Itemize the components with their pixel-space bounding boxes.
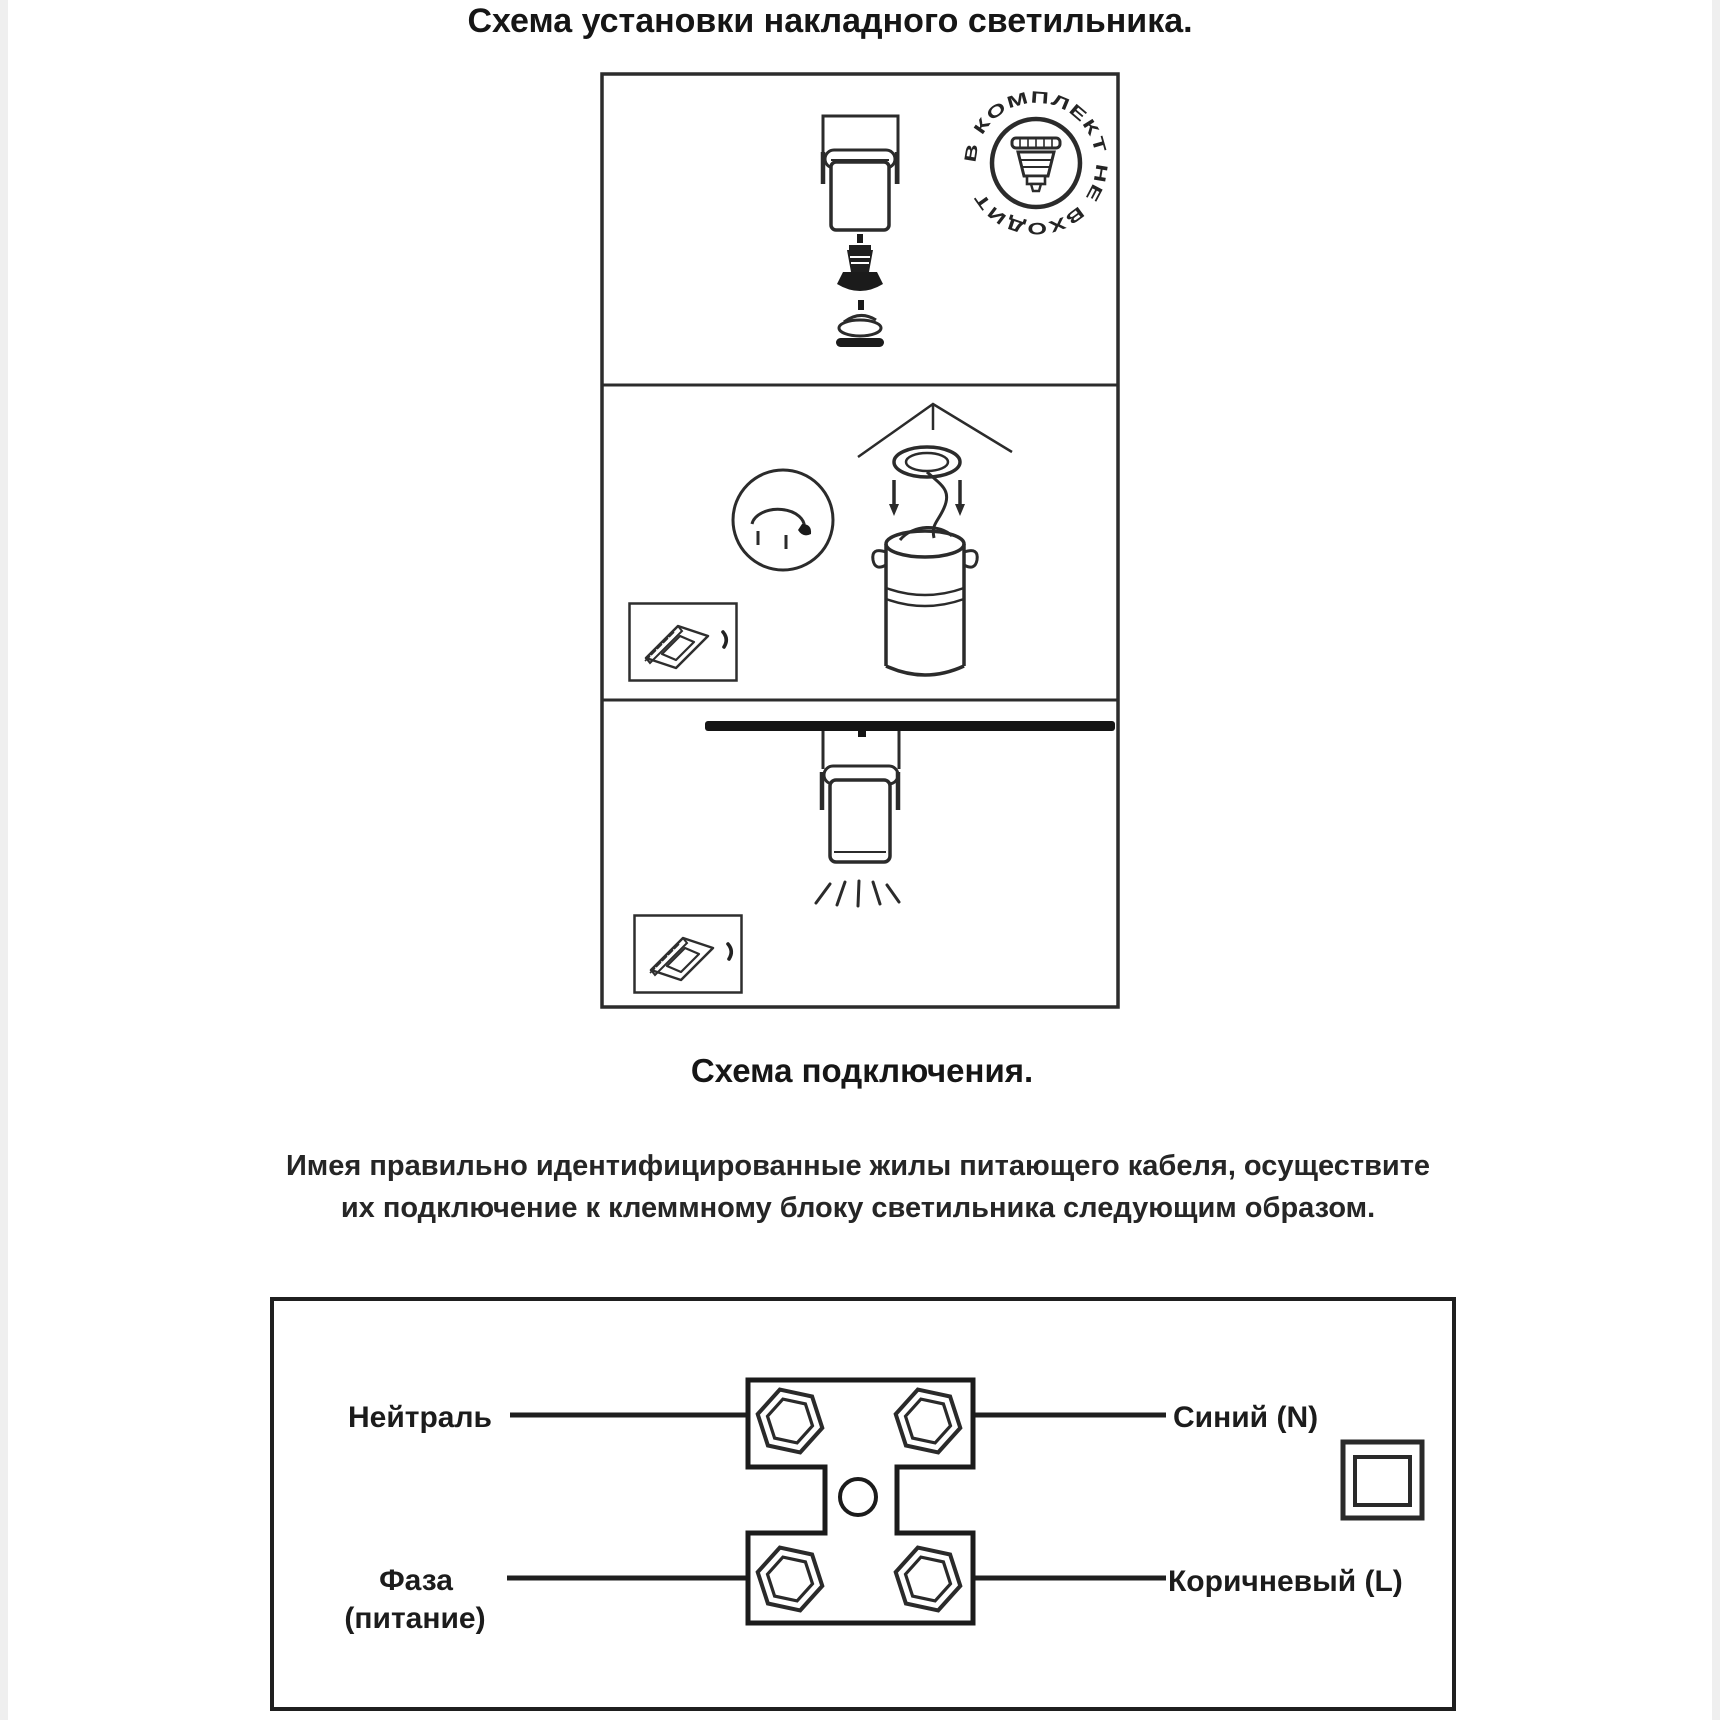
terminal-center-hole bbox=[840, 1479, 876, 1515]
page-edge-right bbox=[1712, 0, 1720, 1720]
intro-text-line2: их подключение к клеммному блоку светильника следующим образом. bbox=[340, 1192, 1376, 1224]
lamp-head-body bbox=[831, 162, 889, 230]
installation-figure-svg bbox=[600, 72, 1120, 1009]
gu10-bulb-icon bbox=[847, 245, 873, 272]
wiring-figure-svg bbox=[270, 1297, 1456, 1711]
class-ii-insulation-icon bbox=[1343, 1442, 1422, 1518]
neutral-label: Нейтраль bbox=[348, 1401, 492, 1434]
wiring-figure bbox=[270, 1297, 1456, 1711]
switch-off-icon bbox=[630, 604, 737, 681]
ceiling-bar bbox=[705, 721, 1115, 731]
switch-on-icon bbox=[635, 916, 742, 993]
brown-wire-label: Коричневый (L) bbox=[1168, 1565, 1403, 1598]
installation-figure bbox=[600, 72, 1120, 1009]
stamp-label: В КОМПЛЕКТ НЕ ВХОДИТ bbox=[961, 88, 1111, 238]
page-title: Схема установки накладного светильника. bbox=[467, 2, 1193, 40]
connection-heading: Схема подключения. bbox=[690, 1052, 1034, 1089]
intro-text-line1: Имея правильно идентифицированные жилы питающего кабеля, осуществите bbox=[285, 1150, 1431, 1182]
phase-label-line2: (питание) bbox=[344, 1602, 486, 1635]
phase-label-line1: Фаза bbox=[379, 1564, 453, 1597]
lamp-head-body bbox=[830, 780, 890, 862]
blue-wire-label: Синий (N) bbox=[1173, 1401, 1319, 1434]
page-edge-left bbox=[0, 0, 8, 1720]
base-plate bbox=[836, 338, 884, 347]
